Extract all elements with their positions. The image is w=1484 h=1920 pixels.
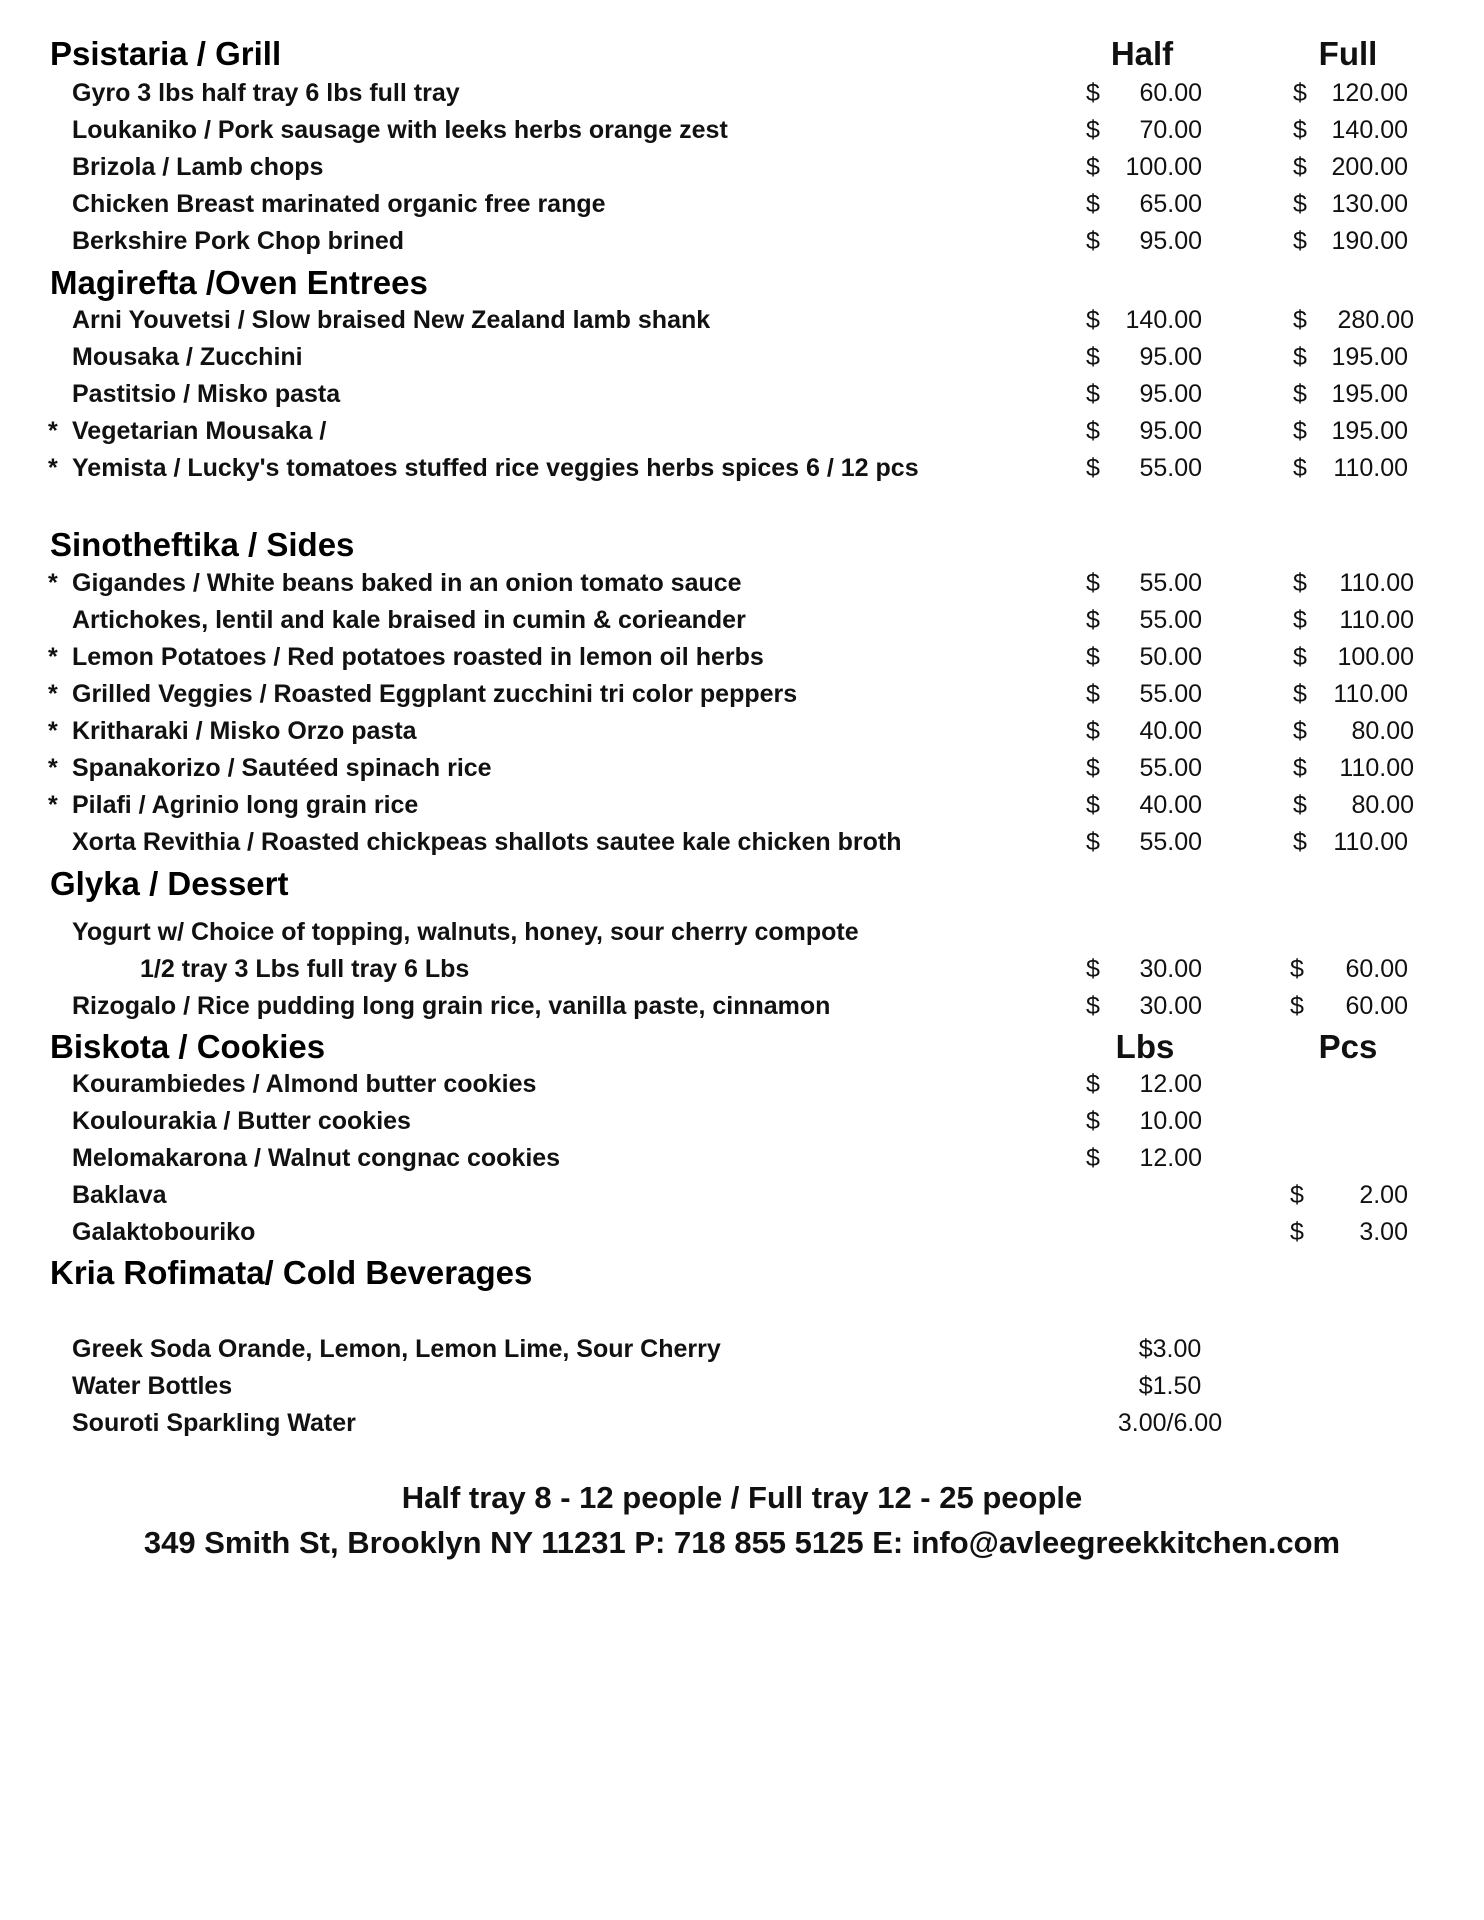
price-half: 95.00 [1139,227,1202,255]
item-name: Kritharaki / Misko Orzo pasta [72,717,417,745]
price-half: 70.00 [1139,116,1202,144]
currency-symbol: $ [1293,791,1307,819]
contact-info: 349 Smith St, Brooklyn NY 11231 P: 718 855 5125 E: info@avleegreekkitchen.com [143,1525,1341,1560]
price: $3.00 [1138,1335,1202,1363]
price-half: 55.00 [1139,754,1202,782]
column-header-half: Half [1110,35,1174,72]
vegetarian-marker: * [48,454,58,482]
price-lbs: 10.00 [1139,1107,1202,1135]
item-name: Souroti Sparkling Water [72,1409,356,1437]
menu-item-row [0,1368,1484,1405]
currency-symbol: $ [1086,606,1100,634]
currency-symbol: $ [1086,992,1100,1020]
item-name: Lemon Potatoes / Red potatoes roasted in lemon oil herbs [72,643,764,671]
price-full: 110.00 [1339,569,1414,597]
item-name: Gigandes / White beans baked in an onion tomato sauce [72,569,742,597]
menu-item-row [0,750,1484,787]
price-half: 55.00 [1139,569,1202,597]
vegetarian-marker: * [48,717,58,745]
currency-symbol: $ [1293,828,1307,856]
price-full: 80.00 [1351,717,1414,745]
currency-symbol: $ [1290,1218,1304,1246]
item-name: Melomakarona / Walnut congnac cookies [72,1144,561,1172]
price-half: 40.00 [1139,791,1202,819]
price-full: 195.00 [1331,380,1408,408]
currency-symbol: $ [1293,680,1307,708]
price-half: 65.00 [1139,190,1202,218]
menu-item-row [0,1103,1484,1140]
item-name: Baklava [72,1181,167,1209]
vegetarian-marker: * [48,680,58,708]
menu-item-row [0,713,1484,750]
currency-symbol: $ [1086,79,1100,107]
item-name: Rizogalo / Rice pudding long grain rice, vanilla paste, cinnamon [72,992,831,1020]
menu-item-row [0,413,1484,450]
currency-symbol: $ [1086,380,1100,408]
menu-item-row [0,676,1484,713]
currency-symbol: $ [1086,454,1100,482]
currency-symbol: $ [1086,754,1100,782]
price-full: 110.00 [1333,454,1408,482]
column-header-pcs: Pcs [1318,1028,1378,1065]
currency-symbol: $ [1086,153,1100,181]
menu-item-row [0,149,1484,186]
menu-item-row [0,112,1484,149]
price-half: 55.00 [1139,454,1202,482]
item-name: Pilafi / Agrinio long grain rice [72,791,419,819]
currency-symbol: $ [1293,717,1307,745]
currency-symbol: $ [1293,306,1307,334]
price-pcs: 2.00 [1359,1181,1408,1209]
item-name: Yogurt w/ Choice of topping, walnuts, honey, sour cherry compote [72,918,859,946]
menu-item-row [0,1177,1484,1214]
price-half: 55.00 [1139,828,1202,856]
currency-symbol: $ [1086,1144,1100,1172]
currency-symbol: $ [1293,454,1307,482]
section-title-sides: Sinotheftika / Sides [50,526,355,563]
vegetarian-marker: * [48,417,58,445]
price: $1.50 [1138,1372,1202,1400]
menu-item-row [0,1140,1484,1177]
currency-symbol: $ [1086,955,1100,983]
item-name: Kourambiedes / Almond butter cookies [72,1070,537,1098]
currency-symbol: $ [1293,343,1307,371]
section-title-grill: Psistaria / Grill [50,35,282,72]
price-lbs: 12.00 [1139,1144,1202,1172]
price: 3.00/6.00 [1117,1409,1223,1437]
item-name: 1/2 tray 3 Lbs full tray 6 Lbs [140,955,470,983]
price-full: 110.00 [1333,828,1408,856]
item-name: Spanakorizo / Sautéed spinach rice [72,754,492,782]
price-full: 130.00 [1331,190,1408,218]
section-title-cookies: Biskota / Cookies [50,1028,326,1065]
item-name: Brizola / Lamb chops [72,153,324,181]
price-full: 100.00 [1337,643,1414,671]
currency-symbol: $ [1086,680,1100,708]
currency-symbol: $ [1293,116,1307,144]
price-full: 195.00 [1331,343,1408,371]
currency-symbol: $ [1290,955,1304,983]
currency-symbol: $ [1086,417,1100,445]
menu-item-row [0,75,1484,112]
menu-item-row [0,787,1484,824]
item-name: Galaktobouriko [72,1218,256,1246]
currency-symbol: $ [1293,417,1307,445]
item-name: Water Bottles [72,1372,233,1400]
tray-size-info: Half tray 8 - 12 people / Full tray 12 - 25 people [401,1480,1083,1515]
menu-item-row [0,1066,1484,1103]
item-name: Mousaka / Zucchini [72,343,303,371]
price-full: 200.00 [1331,153,1408,181]
price-full: 120.00 [1331,79,1408,107]
currency-symbol: $ [1086,643,1100,671]
section-title-dessert: Glyka / Dessert [50,865,289,902]
currency-symbol: $ [1293,190,1307,218]
price-half: 100.00 [1125,153,1202,181]
menu-item-row [0,951,1484,988]
item-name: Arni Youvetsi / Slow braised New Zealand lamb shank [72,306,711,334]
price-full: 140.00 [1331,116,1408,144]
currency-symbol: $ [1086,343,1100,371]
section-title-beverages: Kria Rofimata/ Cold Beverages [50,1254,533,1291]
currency-symbol: $ [1086,791,1100,819]
price-full: 80.00 [1351,791,1414,819]
menu-item-row [0,1405,1484,1442]
currency-symbol: $ [1086,116,1100,144]
currency-symbol: $ [1293,227,1307,255]
price-full: 195.00 [1331,417,1408,445]
vegetarian-marker: * [48,791,58,819]
currency-symbol: $ [1293,569,1307,597]
vegetarian-marker: * [48,569,58,597]
price-half: 140.00 [1125,306,1202,334]
price-half: 60.00 [1139,79,1202,107]
currency-symbol: $ [1293,754,1307,782]
item-name: Xorta Revithia / Roasted chickpeas shallots sautee kale chicken broth [72,828,902,856]
column-header-lbs: Lbs [1115,1028,1175,1065]
price-full: 110.00 [1339,606,1414,634]
price-half: 95.00 [1139,380,1202,408]
vegetarian-marker: * [48,643,58,671]
menu-item-row [0,824,1484,861]
menu-item-row [0,988,1484,1025]
menu-item-row [0,376,1484,413]
currency-symbol: $ [1086,828,1100,856]
price-full: 60.00 [1345,992,1408,1020]
price-pcs: 3.00 [1359,1218,1408,1246]
item-name: Artichokes, lentil and kale braised in cumin & corieander [72,606,746,634]
menu-item-row [0,914,1484,951]
section-title-oven-entrees: Magirefta /Oven Entrees [50,264,428,301]
price-full: 60.00 [1345,955,1408,983]
price-full: 110.00 [1333,680,1408,708]
menu-item-row [0,302,1484,339]
item-name: Pastitsio / Misko pasta [72,380,341,408]
currency-symbol: $ [1086,306,1100,334]
currency-symbol: $ [1293,153,1307,181]
currency-symbol: $ [1293,606,1307,634]
item-name: Loukaniko / Pork sausage with leeks herbs orange zest [72,116,728,144]
item-name: Yemista / Lucky's tomatoes stuffed rice veggies herbs spices 6 / 12 pcs [72,454,919,482]
item-name: Chicken Breast marinated organic free range [72,190,606,218]
menu-item-row [0,339,1484,376]
price-half: 30.00 [1139,955,1202,983]
currency-symbol: $ [1086,190,1100,218]
price-half: 50.00 [1139,643,1202,671]
menu-item-row [0,1214,1484,1251]
currency-symbol: $ [1086,227,1100,255]
menu-item-row [0,223,1484,260]
price-half: 30.00 [1139,992,1202,1020]
item-name: Berkshire Pork Chop brined [72,227,405,255]
price-half: 55.00 [1139,606,1202,634]
price-half: 95.00 [1139,417,1202,445]
vegetarian-marker: * [48,754,58,782]
price-full: 110.00 [1339,754,1414,782]
currency-symbol: $ [1293,79,1307,107]
item-name: Koulourakia / Butter cookies [72,1107,411,1135]
column-header-full: Full [1318,35,1378,72]
item-name: Greek Soda Orande, Lemon, Lemon Lime, Sour Cherry [72,1335,721,1363]
currency-symbol: $ [1293,643,1307,671]
currency-symbol: $ [1086,569,1100,597]
item-name: Gyro 3 lbs half tray 6 lbs full tray [72,79,460,107]
price-full: 280.00 [1337,306,1414,334]
menu-item-row [0,186,1484,223]
currency-symbol: $ [1086,1070,1100,1098]
item-name: Grilled Veggies / Roasted Eggplant zucchini tri color peppers [72,680,798,708]
currency-symbol: $ [1293,380,1307,408]
menu-item-row [0,565,1484,602]
price-lbs: 12.00 [1139,1070,1202,1098]
menu-item-row [0,1331,1484,1368]
item-name: Vegetarian Mousaka / [72,417,327,445]
menu-item-row [0,639,1484,676]
currency-symbol: $ [1086,717,1100,745]
currency-symbol: $ [1086,1107,1100,1135]
price-half: 55.00 [1139,680,1202,708]
currency-symbol: $ [1290,1181,1304,1209]
currency-symbol: $ [1290,992,1304,1020]
price-half: 40.00 [1139,717,1202,745]
price-full: 190.00 [1331,227,1408,255]
price-half: 95.00 [1139,343,1202,371]
menu-item-row [0,450,1484,487]
menu-item-row [0,602,1484,639]
